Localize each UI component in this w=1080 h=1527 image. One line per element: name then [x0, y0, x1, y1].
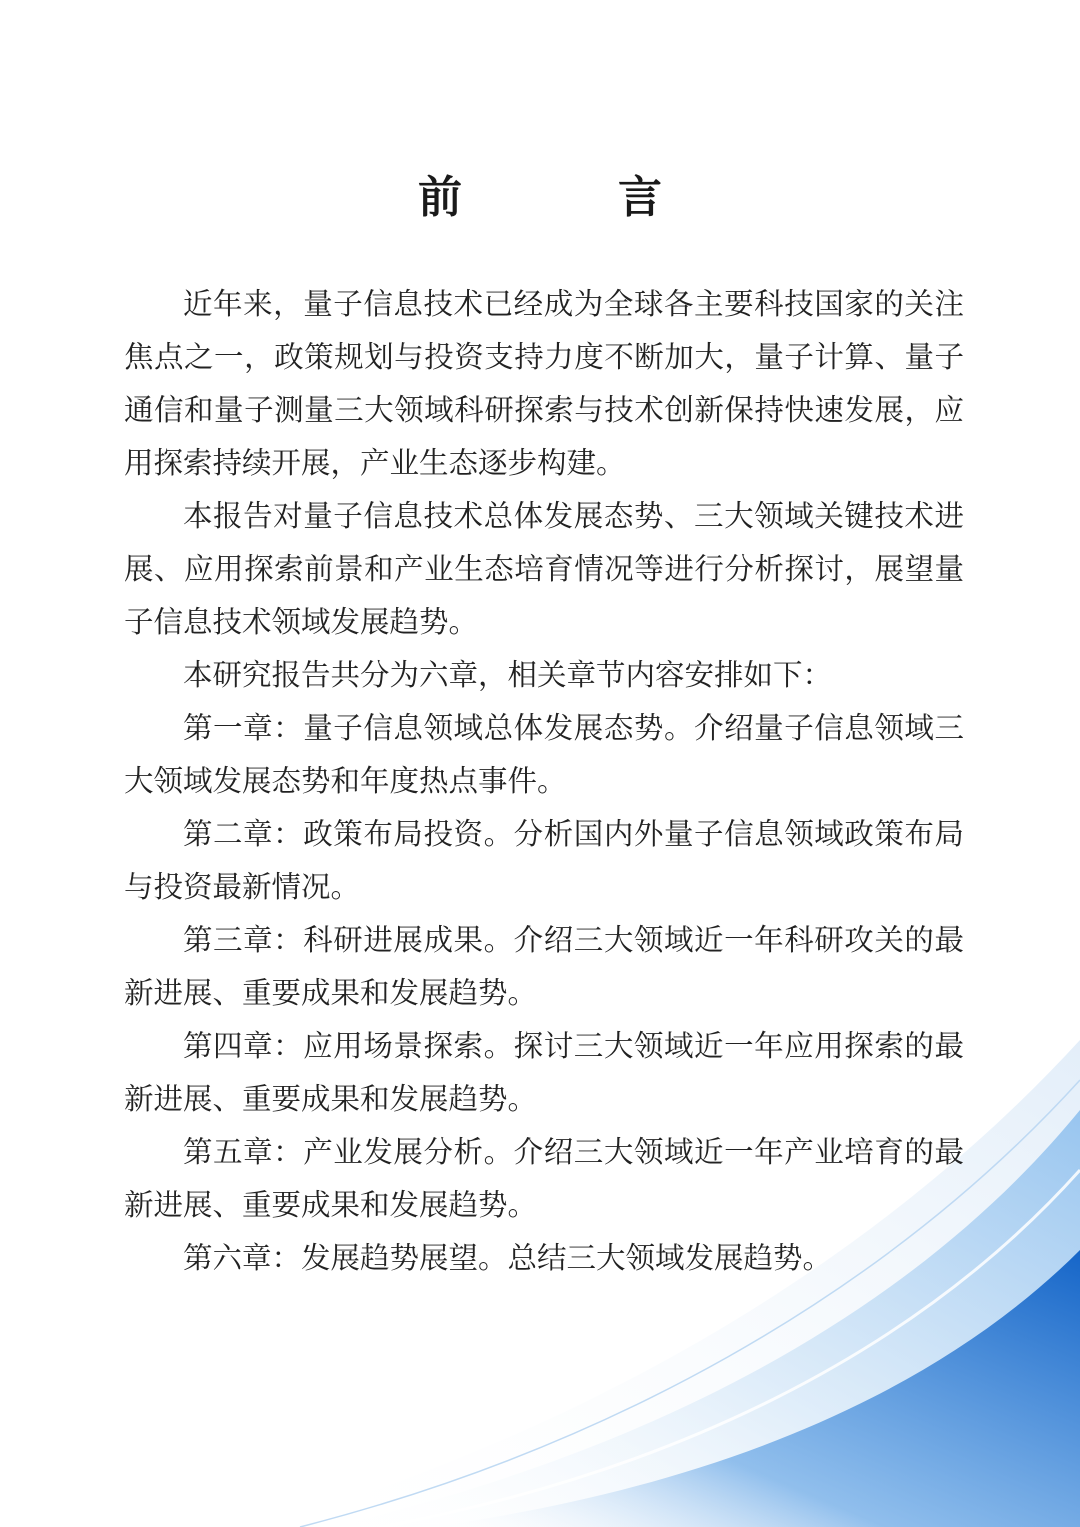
paragraph-chapter-1: 第一章：量子信息领域总体发展态势。介绍量子信息领域三大领域发展态势和年度热点事件。: [124, 711, 964, 798]
preface-body: [124, 278, 964, 1285]
paragraph-intro: 近年来，量子信息技术已经成为全球各主要科技国家的关注焦点之一，政策规划与投资支持力度不断加大，量子计算、量子通信和量子测量三大领域科研探索与技术创新保持快速发展，应用探索持续开展，产业生态逐步构建。: [124, 287, 964, 480]
paragraph-chapter-4: 第四章：应用场景探索。探讨三大领域近一年应用探索的最新进展、重要成果和发展趋势。: [124, 1029, 964, 1116]
paragraph-structure: 本研究报告共分为六章，相关章节内容安排如下：: [183, 658, 833, 692]
paragraph-chapter-6: 第六章：发展趋势展望。总结三大领域发展趋势。: [183, 1241, 833, 1275]
page-title: 前 言: [418, 172, 718, 223]
paragraph-chapter-5: 第五章：产业发展分析。介绍三大领域近一年产业培育的最新进展、重要成果和发展趋势。: [124, 1135, 964, 1222]
paragraph-chapter-2: 第二章：政策布局投资。分析国内外量子信息领域政策布局与投资最新情况。: [124, 817, 964, 904]
paragraph-scope: 本报告对量子信息技术总体发展态势、三大领域关键技术进展、应用探索前景和产业生态培育情况等进行分析探讨，展望量子信息技术领域发展趋势。: [124, 499, 964, 639]
paragraph-chapter-3: 第三章：科研进展成果。介绍三大领域近一年科研攻关的最新进展、重要成果和发展趋势。: [124, 923, 964, 1010]
